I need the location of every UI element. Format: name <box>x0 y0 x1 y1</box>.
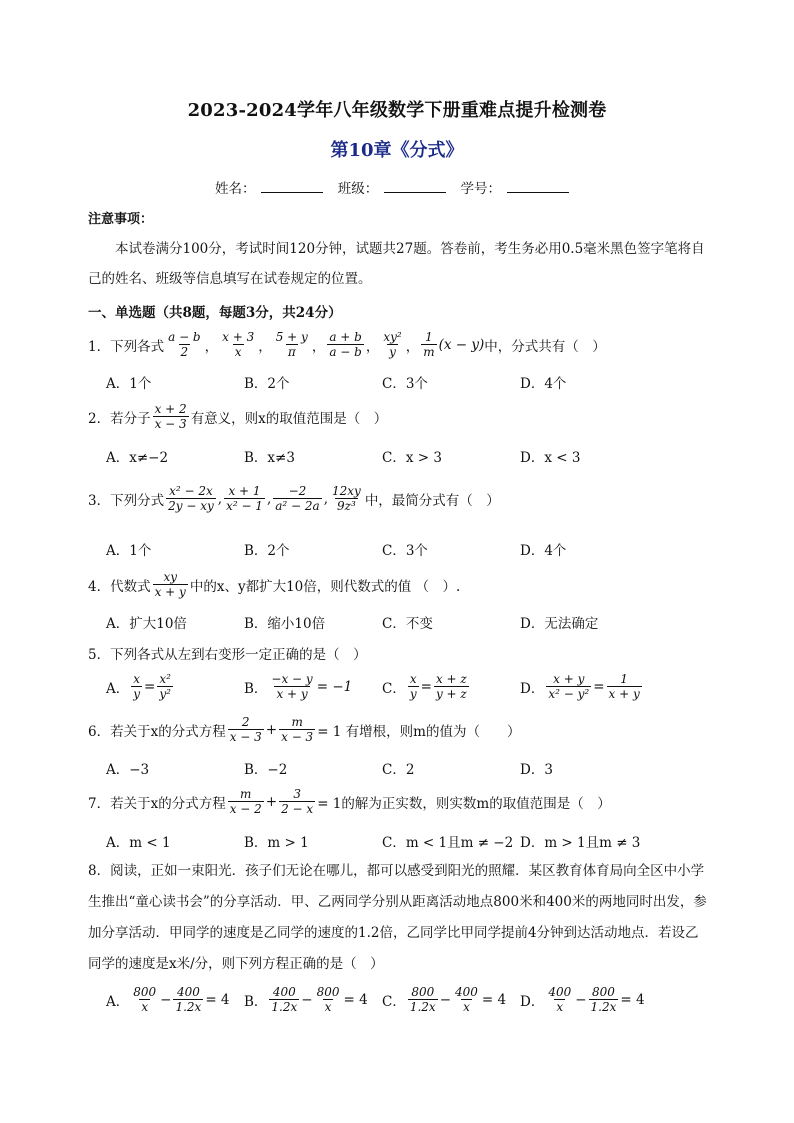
q3-frac-3: $\frac{-2}{\text{a² − 2a}}$ <box>275 484 320 514</box>
q8-c-frac-2: $\frac{400}{x}$ <box>455 985 478 1015</box>
q5-c-left: $\frac{x}{y}$ <box>409 672 417 702</box>
q2-frac: $\frac{x + 2}{x - 3}$ <box>154 402 187 432</box>
q4-stem-b: 中的x、y都扩大10倍，则代数式的值 （ ）. <box>189 578 461 595</box>
q1-frac-6-tail: (x − y) <box>438 336 485 353</box>
q2-option-a[interactable]: A．x≠−2 <box>106 450 169 466</box>
q1-frac-6: $\frac{1}{m}$ <box>423 330 435 360</box>
question-3: 3．下列分式 $\frac{\text{x² − 2x}}{2y - xy}$ , $\frac{x + 1}{\text{x² − 1}}$ , $\frac{-2}{\text{a² − 2a}}$ , $\frac{12xy}{\text{9z³}}$ 中，最简分式有（ ） <box>88 484 500 514</box>
q4-option-c[interactable]: C．不变 <box>382 616 433 632</box>
q1-stem-a: 1．下列各式 <box>88 338 165 355</box>
q1-option-a[interactable]: A．1个 <box>106 376 152 392</box>
q3-frac-4: $\frac{12xy}{\text{9z³}}$ <box>331 484 361 514</box>
q8-option-a[interactable]: A． $\frac{800}{x}$ − $\frac{400}{1.2x}$ = 4 <box>106 985 230 1015</box>
q4-stem-a: 4．代数式 <box>88 578 151 595</box>
q5-option-b[interactable]: B． $\frac{-x - y}{x + y}$ = −1 <box>244 672 353 702</box>
q2-stem-a: 2．若分子 <box>88 410 151 427</box>
q2-option-b[interactable]: B．x≠3 <box>244 450 295 466</box>
q6-frac-2: $\frac{m}{x - 3}$ <box>281 715 314 745</box>
q3-frac-1: $\frac{\text{x² − 2x}}{2y - xy}$ <box>168 484 214 514</box>
id-label: 学号： <box>460 181 502 197</box>
question-5: 5．下列各式从左到右变形一定正确的是（ ） <box>88 647 367 663</box>
q4-options <box>106 612 726 632</box>
q5-option-d[interactable]: D． $\frac{x + y}{\text{x² − y²}}$ = $\frac{1}{x + y}$ <box>520 672 640 702</box>
q7-option-d[interactable]: D．m > 1且m ≠ 3 <box>520 835 641 851</box>
q5-options <box>106 672 726 702</box>
q3-stem-a: 3．下列分式 <box>88 492 165 509</box>
q7-option-c[interactable]: C．m < 1且m ≠ −2 <box>382 835 514 851</box>
q1-frac-2: $\frac{x + 3}{x}$ <box>222 330 255 360</box>
q2-options <box>106 446 726 466</box>
q8-option-c[interactable]: C． $\frac{800}{1.2x}$ − $\frac{400}{x}$ = 4 <box>382 985 507 1015</box>
q3-option-c[interactable]: C．3个 <box>382 543 428 559</box>
q7-stem-b: = 1的解为正实数，则实数m的取值范围是（ ） <box>317 795 611 812</box>
q8-options <box>106 985 726 1015</box>
q5-a-left: $\frac{x}{y}$ <box>133 672 141 702</box>
question-2 <box>88 402 387 432</box>
q3-option-d[interactable]: D．4个 <box>520 543 567 559</box>
q1-option-b[interactable]: B．2个 <box>244 376 290 392</box>
q1-frac-5: $\frac{\text{xy²}}{y}$ <box>383 330 402 360</box>
q3-stem-b: 中，最简分式有（ ） <box>364 492 500 509</box>
q5-option-a[interactable]: A． $\frac{x}{y}$ = $\frac{\text{x²}}{\text{y²}}$ <box>106 672 171 702</box>
q5-option-c[interactable]: C． $\frac{x}{y}$ = $\frac{x + z}{y + z}$ <box>382 672 467 702</box>
question-4 <box>88 570 460 600</box>
q4-option-b[interactable]: B．缩小10倍 <box>244 616 326 632</box>
exam-title: 2023-2024学年八年级数学下册重难点提升检测卷 <box>187 100 607 121</box>
q2-option-c[interactable]: C．x > 3 <box>382 450 442 466</box>
q3-option-a[interactable]: A．1个 <box>106 543 152 559</box>
question-1: 1．下列各式 $\frac{a - b}{2}$ ， $\frac{x + 3}{x}$ ， $\frac{5 + y}{\pi}$ ， $\frac{a + b}{a - b}$ ， $\frac{\text{xy²}}{y}$ ， $\frac{1}{m}$ (x − y) 中，分式共有（ ） <box>88 330 606 360</box>
q6-option-d[interactable]: D．3 <box>520 762 553 778</box>
q8-d-frac-1: $\frac{400}{x}$ <box>548 985 572 1015</box>
class-blank[interactable] <box>384 180 446 193</box>
q7-frac-2: $\frac{3}{2 - x}$ <box>281 787 314 817</box>
q5-d-right: $\frac{1}{x + y}$ <box>608 672 640 702</box>
q8-option-b[interactable]: B． $\frac{400}{1.2x}$ − $\frac{800}{x}$ = 4 <box>244 985 368 1015</box>
q1-frac-1: $\frac{a - b}{2}$ <box>168 330 201 360</box>
q1-frac-4: $\frac{a + b}{a - b}$ <box>329 330 362 360</box>
question-6: 6．若关于x的分式方程 $\frac{2}{x - 3}$ + $\frac{m}{x - 3}$ = 1 有增根，则m的值为（ ） <box>88 715 521 745</box>
q4-frac: $\frac{xy}{x + y}$ <box>154 570 186 600</box>
question-7: 7．若关于x的分式方程 $\frac{m}{x - 2}$ + $\frac{3}{2 - x}$ = 1的解为正实数，则实数m的取值范围是（ ） <box>88 787 611 817</box>
name-blank[interactable] <box>261 180 323 193</box>
student-info-line <box>0 177 794 197</box>
class-label: 班级： <box>337 181 379 197</box>
q7-stem-a: 7．若关于x的分式方程 <box>88 795 226 812</box>
q6-options <box>106 758 726 778</box>
notes-body: 本试卷满分100分，考试时间120分钟，试题共27题。答卷前，考生务必用0.5毫米黑色签字笔将自己的姓名、班级等信息填写在试卷规定的位置。 <box>88 241 705 287</box>
q7-options <box>106 831 726 851</box>
q7-option-b[interactable]: B．m > 1 <box>244 835 309 851</box>
q5-a-right: $\frac{\text{x²}}{\text{y²}}$ <box>159 672 171 702</box>
q3-frac-2: $\frac{x + 1}{\text{x² − 1}}$ <box>226 484 263 514</box>
q6-frac-1: $\frac{2}{x - 3}$ <box>229 715 262 745</box>
q7-option-a[interactable]: A．m < 1 <box>106 835 171 851</box>
q5-b-frac: $\frac{-x - y}{x + y}$ <box>271 672 313 702</box>
q7-frac-1: $\frac{m}{x - 2}$ <box>229 787 262 817</box>
q4-option-d[interactable]: D．无法确定 <box>520 616 599 632</box>
id-blank[interactable] <box>507 180 569 193</box>
chapter-subtitle: 第10章《分式》 <box>330 140 464 161</box>
name-label: 姓名： <box>214 181 256 197</box>
q5-c-right: $\frac{x + z}{y + z}$ <box>435 672 467 702</box>
q6-stem-a: 6．若关于x的分式方程 <box>88 723 226 740</box>
q8-c-frac-1: $\frac{800}{1.2x}$ <box>409 985 436 1015</box>
section-single-choice: 一、单选题（共8题，每题3分，共24分） <box>88 305 342 321</box>
q1-option-c[interactable]: C．3个 <box>382 376 428 392</box>
q1-options <box>106 372 726 392</box>
q1-frac-3: $\frac{5 + y}{\pi}$ <box>275 330 308 360</box>
q8-d-frac-2: $\frac{800}{1.2x}$ <box>590 985 617 1015</box>
q4-option-a[interactable]: A．扩大10倍 <box>106 616 187 632</box>
q3-option-b[interactable]: B．2个 <box>244 543 290 559</box>
q1-stem-b: 中，分式共有（ ） <box>484 338 606 355</box>
q3-options <box>106 539 726 559</box>
q8-option-d[interactable]: D． $\frac{400}{x}$ − $\frac{800}{1.2x}$ = 4 <box>520 985 645 1015</box>
q2-stem-b: 有意义，则x的取值范围是（ ） <box>190 410 388 427</box>
q2-option-d[interactable]: D．x < 3 <box>520 450 581 466</box>
q5-d-left: $\frac{x + y}{\text{x² − y²}}$ <box>548 672 590 702</box>
question-8: 8．阅读，正如一束阳光．孩子们无论在哪儿，都可以感受到阳光的照耀．某区教育体育局向全区中小学生推出“童心读书会”的分享活动．甲、乙两同学分别从距离活动地点800米和400米的两地同时出发，参加分享活动．甲同学的速度是乙同学的速度的1.2倍，乙同学比甲同学提前4分钟到达活动地点．若设乙同学的速度是x米/分，则下列方程正确的是（ ） <box>88 863 707 972</box>
q8-a-frac-1: $\frac{800}{x}$ <box>133 985 157 1015</box>
q8-b-frac-1: $\frac{400}{1.2x}$ <box>271 985 298 1015</box>
q6-option-b[interactable]: B．−2 <box>244 762 288 778</box>
q6-option-c[interactable]: C．2 <box>382 762 415 778</box>
q1-option-d[interactable]: D．4个 <box>520 376 567 392</box>
q8-a-frac-2: $\frac{400}{1.2x}$ <box>175 985 202 1015</box>
notes-title: 注意事项： <box>88 212 154 227</box>
q6-stem-b: = 1 有增根，则m的值为（ ） <box>317 723 521 740</box>
q6-option-a[interactable]: A．−3 <box>106 762 150 778</box>
q8-b-frac-2: $\frac{800}{x}$ <box>316 985 340 1015</box>
